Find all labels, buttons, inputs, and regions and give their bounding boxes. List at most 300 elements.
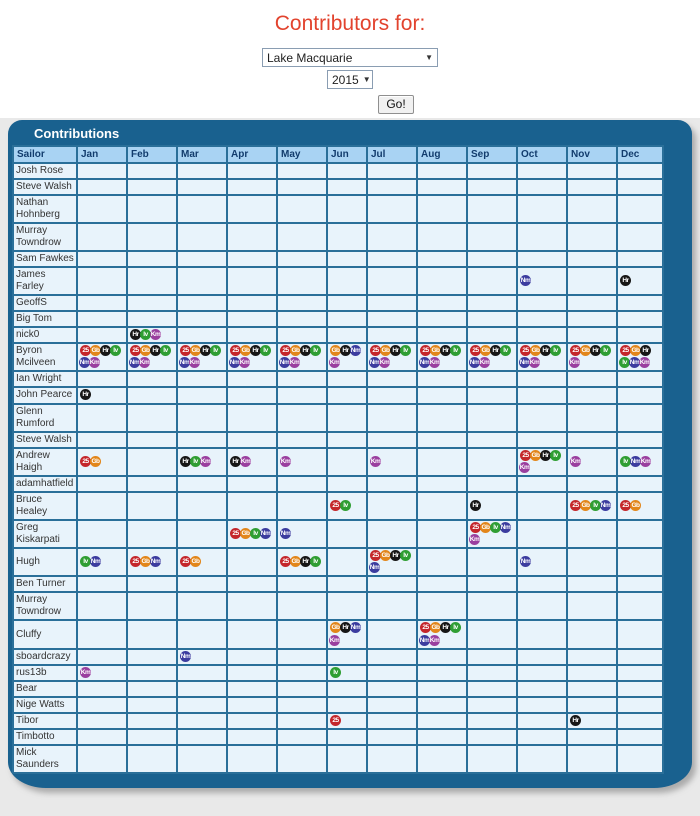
month-cell (567, 327, 617, 343)
month-cell (367, 387, 417, 403)
month-cell (467, 649, 517, 665)
badge-km: Km (80, 668, 91, 676)
badge-nm: Nm (369, 564, 380, 572)
sailor-name: rus13b (13, 665, 77, 681)
month-cell (617, 713, 663, 729)
month-cell (177, 745, 227, 773)
column-header-nov: Nov (567, 146, 617, 163)
month-cell (467, 251, 517, 267)
badge-km: Km (429, 636, 440, 644)
month-cell (227, 649, 277, 665)
badge-nm: Nm (350, 347, 361, 355)
month-cell (327, 343, 367, 371)
badge-iv: Iv (500, 345, 511, 356)
badge-km: Km (289, 359, 300, 367)
month-cell (517, 548, 567, 576)
month-cell (177, 223, 227, 251)
month-cell (417, 665, 467, 681)
month-cell (517, 448, 567, 476)
month-cell (77, 476, 127, 492)
month-cell (617, 592, 663, 620)
month-cell (617, 267, 663, 295)
month-cell (417, 592, 467, 620)
month-cell (417, 223, 467, 251)
badge-nm: Nm (150, 558, 161, 566)
month-cell (227, 327, 277, 343)
month-cell (367, 697, 417, 713)
badge-25: 25 (180, 556, 191, 567)
column-header-may: May (277, 146, 327, 163)
sailor-name: Murray Towndrow (13, 592, 77, 620)
month-cell (617, 476, 663, 492)
month-cell (277, 311, 327, 327)
table-row (13, 681, 663, 697)
month-cell (417, 548, 467, 576)
month-cell (467, 448, 517, 476)
badge-iv: Iv (450, 622, 461, 633)
month-cell (177, 404, 227, 432)
month-cell (277, 548, 327, 576)
badge-gb: Gb (331, 347, 340, 355)
month-cell (467, 697, 517, 713)
month-cell (517, 251, 567, 267)
month-cell (567, 251, 617, 267)
badge-hr: Hr (540, 450, 551, 461)
month-cell (77, 432, 127, 448)
table-row (13, 295, 663, 311)
year-select[interactable] (327, 70, 373, 89)
month-cell (517, 665, 567, 681)
month-cell (417, 195, 467, 223)
month-cell (367, 195, 417, 223)
badge-nm: Nm (469, 359, 480, 367)
month-cell (227, 681, 277, 697)
badge-hr: Hr (150, 345, 161, 356)
month-cell (177, 327, 227, 343)
sailor-name: Hugh (13, 548, 77, 576)
badge-nm: Nm (129, 359, 140, 367)
month-cell (127, 387, 177, 403)
month-cell (327, 697, 367, 713)
month-cell (567, 620, 617, 648)
month-cell (177, 448, 227, 476)
badge-25: 25 (180, 345, 191, 356)
month-cell (367, 343, 417, 371)
month-cell (417, 327, 467, 343)
badge-nm: Nm (629, 359, 640, 367)
month-cell (77, 371, 127, 387)
month-cell (177, 492, 227, 520)
badge-nm: Nm (369, 359, 380, 367)
sailor-name: Ben Turner (13, 576, 77, 592)
badge-iv: Iv (250, 528, 261, 539)
month-cell (517, 681, 567, 697)
month-cell (367, 295, 417, 311)
badge-nm: Nm (350, 624, 361, 632)
month-cell (327, 620, 367, 648)
month-cell (327, 729, 367, 745)
go-button[interactable]: Go! (378, 95, 413, 114)
month-cell (467, 548, 517, 576)
sailor-name: Mick Saunders (13, 745, 77, 773)
badge-km: Km (529, 359, 540, 367)
month-cell (277, 649, 327, 665)
club-select-row (0, 48, 700, 67)
month-cell (467, 327, 517, 343)
month-cell (617, 179, 663, 195)
badge-iv: Iv (340, 500, 351, 511)
month-cell (467, 343, 517, 371)
column-header-feb: Feb (127, 146, 177, 163)
month-cell (567, 681, 617, 697)
badge-gb: Gb (631, 501, 640, 509)
month-cell (517, 179, 567, 195)
month-cell (127, 371, 177, 387)
column-header-dec: Dec (617, 146, 663, 163)
month-cell (517, 267, 567, 295)
month-cell (467, 404, 517, 432)
badge-nm: Nm (280, 529, 291, 537)
month-cell (127, 404, 177, 432)
month-cell (127, 311, 177, 327)
month-cell (127, 195, 177, 223)
month-cell (77, 295, 127, 311)
month-cell (567, 404, 617, 432)
badge-gb: Gb (91, 457, 100, 465)
month-cell (127, 649, 177, 665)
month-cell (467, 520, 517, 548)
badge-25: 25 (280, 345, 291, 356)
table-row (13, 371, 663, 387)
month-cell (77, 492, 127, 520)
badge-hr: Hr (570, 715, 581, 726)
badge-nm: Nm (419, 636, 430, 644)
month-cell (367, 163, 417, 179)
badge-km: Km (329, 636, 340, 644)
month-cell (77, 251, 127, 267)
month-cell (517, 432, 567, 448)
badge-hr: Hr (80, 389, 91, 400)
sailor-name: Nathan Hohnberg (13, 195, 77, 223)
month-cell (277, 371, 327, 387)
table-row (13, 665, 663, 681)
month-cell (177, 295, 227, 311)
month-cell (127, 697, 177, 713)
month-cell (417, 311, 467, 327)
club-select[interactable] (262, 48, 438, 67)
badge-25: 25 (570, 345, 581, 356)
badge-hr: Hr (250, 345, 261, 356)
month-cell (617, 681, 663, 697)
month-cell (467, 295, 517, 311)
sailor-name: Byron Mcilveen (13, 343, 77, 371)
month-cell (327, 448, 367, 476)
month-cell (177, 267, 227, 295)
sailor-name: James Farley (13, 267, 77, 295)
month-cell (227, 620, 277, 648)
year-select-value: 2015 (332, 72, 359, 87)
month-cell (517, 295, 567, 311)
month-cell (417, 745, 467, 773)
month-cell (367, 681, 417, 697)
month-cell (517, 327, 567, 343)
month-cell (467, 620, 517, 648)
month-cell (567, 387, 617, 403)
month-cell (417, 179, 467, 195)
badge-iv: Iv (620, 456, 631, 467)
month-cell (177, 387, 227, 403)
badge-25: 25 (570, 500, 581, 511)
month-cell (367, 649, 417, 665)
month-cell (127, 548, 177, 576)
badge-nm: Nm (520, 558, 531, 566)
lower-area (0, 118, 700, 816)
month-cell (517, 371, 567, 387)
month-cell (177, 697, 227, 713)
month-cell (327, 592, 367, 620)
month-cell (227, 448, 277, 476)
table-row (13, 267, 663, 295)
table-row (13, 387, 663, 403)
month-cell (367, 311, 417, 327)
badge-gb: Gb (141, 347, 150, 355)
month-cell (127, 432, 177, 448)
badge-gb: Gb (141, 558, 150, 566)
sailor-name: Sam Fawkes (13, 251, 77, 267)
month-cell (367, 327, 417, 343)
month-cell (567, 520, 617, 548)
badge-iv: Iv (550, 345, 561, 356)
contributions-panel (8, 120, 692, 788)
month-cell (327, 520, 367, 548)
month-cell (567, 592, 617, 620)
month-cell (617, 649, 663, 665)
month-cell (467, 223, 517, 251)
month-cell (177, 620, 227, 648)
month-cell (367, 576, 417, 592)
month-cell (567, 697, 617, 713)
month-cell (517, 592, 567, 620)
month-cell (567, 576, 617, 592)
month-cell (227, 179, 277, 195)
club-select-value: Lake Macquarie (267, 50, 353, 65)
badge-hr: Hr (440, 345, 451, 356)
badge-gb: Gb (481, 523, 490, 531)
month-cell (467, 195, 517, 223)
month-cell (467, 371, 517, 387)
badge-gb: Gb (531, 347, 540, 355)
badge-iv: Iv (80, 556, 91, 567)
month-cell (467, 476, 517, 492)
month-cell (77, 548, 127, 576)
month-cell (327, 179, 367, 195)
badge-iv: Iv (400, 345, 411, 356)
badge-hr: Hr (230, 456, 241, 467)
month-cell (617, 520, 663, 548)
month-cell (467, 267, 517, 295)
month-cell (77, 404, 127, 432)
badge-25: 25 (620, 500, 631, 511)
month-cell (227, 343, 277, 371)
badge-gb: Gb (191, 558, 200, 566)
month-cell (467, 492, 517, 520)
column-header-mar: Mar (177, 146, 227, 163)
badge-gb: Gb (431, 347, 440, 355)
month-cell (227, 267, 277, 295)
month-cell (417, 492, 467, 520)
month-cell (617, 576, 663, 592)
table-row (13, 548, 663, 576)
badge-iv: Iv (210, 345, 221, 356)
month-cell (227, 195, 277, 223)
month-cell (417, 404, 467, 432)
month-cell (177, 681, 227, 697)
month-cell (467, 665, 517, 681)
badge-gb: Gb (191, 347, 200, 355)
badge-hr: Hr (540, 345, 551, 356)
contributions-table (12, 145, 664, 774)
month-cell (277, 267, 327, 295)
table-row (13, 697, 663, 713)
month-cell (567, 223, 617, 251)
go-row (0, 95, 700, 114)
month-cell (77, 745, 127, 773)
month-cell (127, 620, 177, 648)
month-cell (567, 448, 617, 476)
month-cell (327, 745, 367, 773)
badge-hr: Hr (490, 345, 501, 356)
badge-hr: Hr (590, 345, 601, 356)
sailor-name: Tibor (13, 713, 77, 729)
badge-hr: Hr (130, 329, 141, 340)
month-cell (567, 295, 617, 311)
badge-25: 25 (520, 345, 531, 356)
badge-km: Km (479, 359, 490, 367)
month-cell (277, 520, 327, 548)
month-cell (367, 745, 417, 773)
badge-nm: Nm (519, 359, 530, 367)
month-cell (617, 548, 663, 576)
month-cell (517, 649, 567, 665)
badge-hr: Hr (300, 556, 311, 567)
month-cell (467, 311, 517, 327)
column-header-aug: Aug (417, 146, 467, 163)
chevron-down-icon: ▼ (362, 75, 371, 84)
month-cell (277, 387, 327, 403)
sailor-name: Andrew Haigh (13, 448, 77, 476)
badge-25: 25 (370, 345, 381, 356)
table-row (13, 404, 663, 432)
month-cell (367, 179, 417, 195)
month-cell (367, 520, 417, 548)
month-cell (327, 387, 367, 403)
month-cell (127, 327, 177, 343)
column-header-sep: Sep (467, 146, 517, 163)
badge-gb: Gb (431, 624, 440, 632)
month-cell (567, 179, 617, 195)
badge-iv: Iv (450, 345, 461, 356)
month-cell (77, 697, 127, 713)
month-cell (277, 251, 327, 267)
badge-iv: Iv (110, 345, 121, 356)
month-cell (227, 432, 277, 448)
month-cell (227, 404, 277, 432)
month-cell (617, 343, 663, 371)
month-cell (467, 729, 517, 745)
month-cell (467, 432, 517, 448)
badge-km: Km (200, 457, 211, 465)
month-cell (617, 295, 663, 311)
month-cell (367, 729, 417, 745)
badge-25: 25 (470, 345, 481, 356)
badge-iv: Iv (590, 500, 601, 511)
month-cell (277, 327, 327, 343)
badge-iv: Iv (619, 357, 630, 368)
month-cell (617, 223, 663, 251)
badge-km: Km (569, 359, 580, 367)
month-cell (77, 163, 127, 179)
badge-hr: Hr (390, 550, 401, 561)
column-header-oct: Oct (517, 146, 567, 163)
month-cell (367, 713, 417, 729)
month-cell (77, 267, 127, 295)
table-row (13, 223, 663, 251)
month-cell (417, 697, 467, 713)
badge-25: 25 (330, 715, 341, 726)
month-cell (127, 681, 177, 697)
month-cell (327, 195, 367, 223)
badge-hr: Hr (340, 345, 351, 356)
table-row (13, 195, 663, 223)
month-cell (277, 223, 327, 251)
month-cell (567, 649, 617, 665)
table-row (13, 179, 663, 195)
month-cell (77, 729, 127, 745)
month-cell (517, 520, 567, 548)
month-cell (127, 665, 177, 681)
month-cell (227, 371, 277, 387)
month-cell (367, 432, 417, 448)
badge-25: 25 (420, 622, 431, 633)
sailor-name: Murray Towndrow (13, 223, 77, 251)
month-cell (177, 432, 227, 448)
badge-gb: Gb (481, 347, 490, 355)
header-row (13, 146, 663, 163)
badge-iv: Iv (190, 456, 201, 467)
month-cell (517, 697, 567, 713)
table-row (13, 343, 663, 371)
month-cell (327, 548, 367, 576)
month-cell (227, 387, 277, 403)
month-cell (567, 713, 617, 729)
month-cell (277, 745, 327, 773)
month-cell (227, 665, 277, 681)
sailor-name: Greg Kiskarpati (13, 520, 77, 548)
month-cell (277, 343, 327, 371)
month-cell (467, 681, 517, 697)
badge-nm: Nm (500, 523, 511, 531)
badge-gb: Gb (381, 552, 390, 560)
sailor-name: adamhatfield (13, 476, 77, 492)
table-row (13, 713, 663, 729)
badge-nm: Nm (90, 558, 101, 566)
badge-hr: Hr (620, 275, 631, 286)
month-cell (227, 576, 277, 592)
month-cell (127, 492, 177, 520)
month-cell (277, 448, 327, 476)
month-cell (367, 548, 417, 576)
month-cell (77, 681, 127, 697)
